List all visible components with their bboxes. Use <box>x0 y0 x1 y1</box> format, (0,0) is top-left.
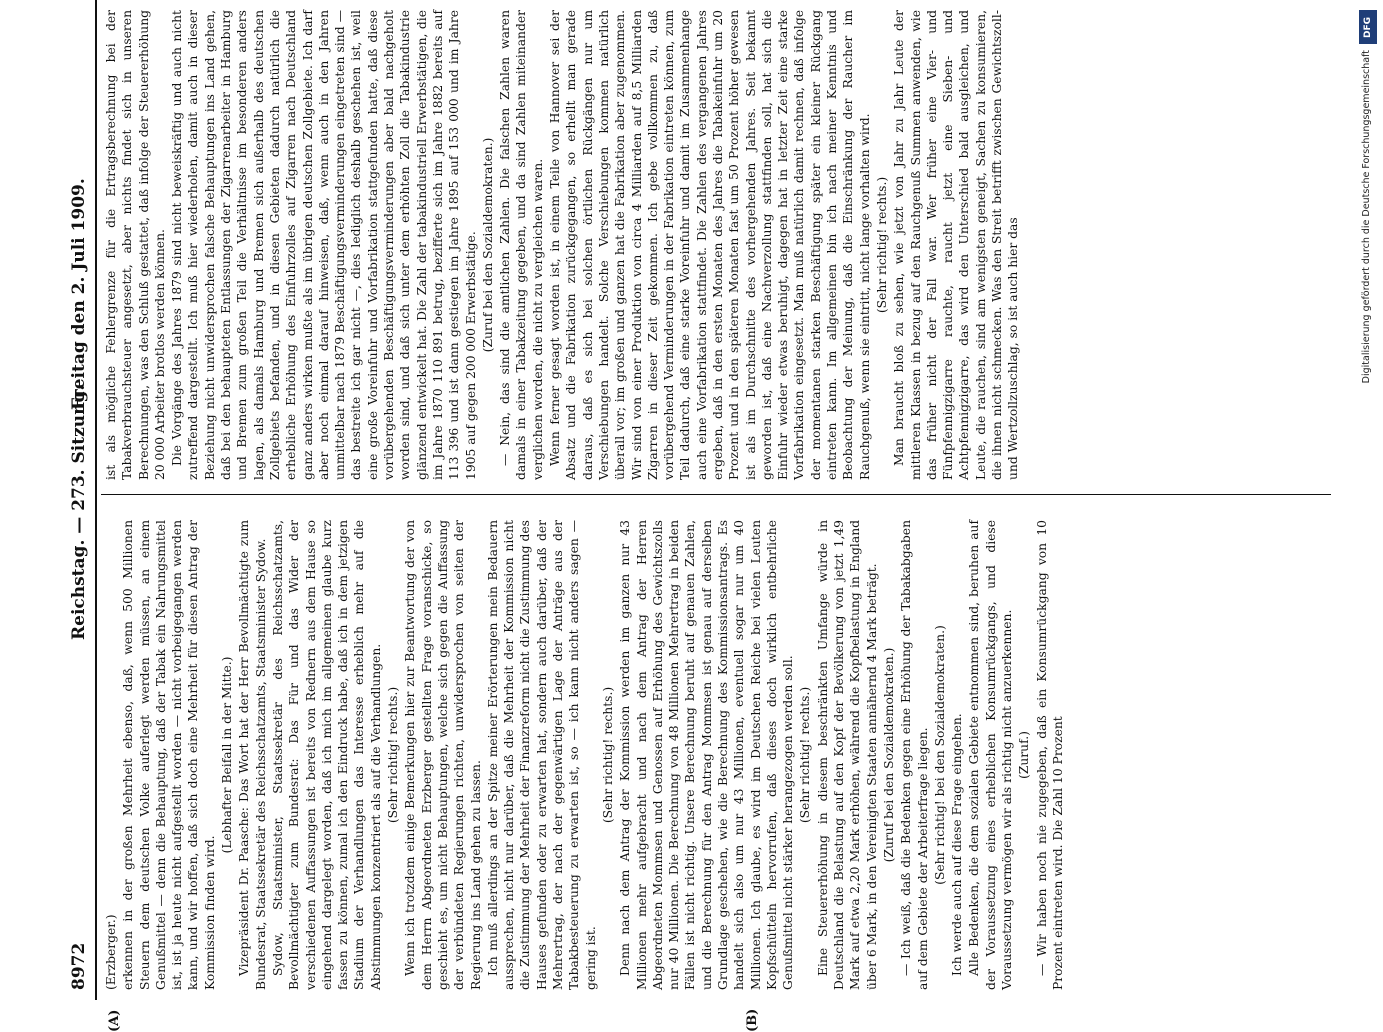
page-number: 8972 <box>69 942 89 990</box>
page-header <box>65 0 95 1000</box>
right-column-paragraph: Die Vorgänge des Jahres 1879 sind nicht beweiskräftig und auch nicht zutreffend dargestellt. Ich muß hier wiederholen, damit auch in dieser Beziehung nicht unwidersprochen falsche Behauptungen ins Land gehen, daß bei den behaupteten Entlassungen der Zigarrenarbeiter in Hamburg und Bremen zum großen Teil die Verhältnisse im besonderen anders lagen, als damals Hamburg und Bremen sich außerhalb des deutschen Zollgebiets befanden, und in diesen Gebieten dadurch natürlich die erhebliche Erhöhung des Einfuhrzolles auf Zigarren nach Deutschland ganz anders wirken mußte als im übrigen deutschen Zollgebiete. Ich darf aber noch einmal darauf hinweisen, daß, wenn auch in den Jahren unmittelbar nach 1879 Beschäftigungsverminderungen eingetreten sind — das bestreite ich gar nicht —, dies lediglich deshalb geschehen ist, weil eine große Voreinfuhr und Vorfabrikation stattgefunden hatte, daß diese vorübergehenden Beschäftigungsverminderungen aber bald nachgeholt worden sind, und daß sich unter dem erhöhten Zoll die Tabakindustrie glänzend entwickelt hat. Die Zahl der tabakindustriell Erwerbstätigen, die im Jahre 1870 110 891 betrug, bezifferte sich im Jahre 1882 bereits auf 113 396 und ist dann gestiegen im Jahre 1895 auf 153 000 und im Jahre 1905 auf gegen 200 000 Erwerbstätige. <box>170 10 478 480</box>
digitization-note: Digitalisierung gefördert durch die Deutsche Forschungsgemeinschaft <box>1361 50 1372 384</box>
margin-label-a: (A) <box>107 1009 122 1032</box>
left-column-paragraph: (Sehr richtig! rechts.) <box>600 686 615 824</box>
page-content <box>45 0 1335 1032</box>
left-column-paragraph: Wenn ich trotzdem einige Bemerkungen hier zur Beantwortung der von dem Herrn Abgeordneten Erzberger gestellten Frage voranschicke, so geschieht es, um nicht Behauptungen, welche sich gegen die Auffassung der verbündeten Regierungen richten, unwidersprochen von seiten der Regierung ins Land gehen zu lassen. <box>403 520 483 990</box>
left-column-paragraph: — Wir haben noch nie zugegeben, daß ein Konsumrückgang von 10 Prozent eintreten wird. Die Zahl 10 Prozent <box>1034 520 1065 990</box>
left-column-paragraph: (Erzberger.) <box>104 914 118 990</box>
right-column-paragraph: (Sehr richtig! rechts.) <box>874 176 889 314</box>
left-column-paragraph: Ich muß allerdings an der Spitze meiner Erörterungen mein Bedauern aussprechen, nicht nur darüber, daß die Mehrheit der Kommission nicht die Zustimmung der Mehrheit der Finanzreform nicht die Zustimmung des Hauses gefunden oder zu erwarten hat, sondern auch darüber, daß der Mehrertrag, der nach der gegenwärtigen Lage der Anträge aus der Tabakbesteuerung zu erwarten ist, so — ich kann nicht anders sagen — gering ist. <box>485 520 598 990</box>
left-column-paragraph: (Sehr richtig! rechts.) <box>386 686 401 824</box>
dfg-logo: DFG <box>1359 10 1377 44</box>
right-column-paragraph: Man braucht bloß zu sehen, wie jetzt von Jahr zu Jahr Leute der mittleren Klassen in bezug auf den Rauchgenuß Summen anwenden, wie das früher nicht der Fall war. Wer früher eine Vier- und Fünfpfennigzigarre rauchte, raucht jetzt eine Sieben- und Achtpfennigzigarre, das wird den Unterschied bald ausgleichen, und Leute, die rauchen, sind am wenigsten geneigt, Sachen zu konsumieren, die ihnen nicht schmecken. Was den Streit betrifft zwischen Gewichtszoll- und Wertzollzuschlag, so ist auch hier das <box>892 10 1021 480</box>
left-column-paragraph: (Zuruf.) <box>1017 731 1032 779</box>
left-column-paragraph: Alle Bedenken, die dem sozialen Gebiete entnommen sind, beruhen auf der Voraussetzung eines erheblichen Konsumrückgangs, und diese Voraussetzung vermögen wir als richtig nicht anzuerkennen. <box>967 520 1015 990</box>
left-column-paragraph: Vizepräsident Dr. Paasche: Das Wort hat der Herr Bevollmächtigte zum Bundesrat, Staatssekretär des Reichsschatzamts, Staatsminister Sydow. <box>237 520 268 990</box>
left-column-paragraph: (Sehr richtig! rechts.) <box>798 686 813 824</box>
right-column-paragraph: Wenn ferner gesagt worden ist, in einem Teile von Hannover sei der Absatz und die Fabrikation zurückgegangen, so erhellt man gerade daraus, daß es sich bei solchen örtlichen Rückgängen nur um Verschiebungen handelt. Solche Verschiebungen kommen natürlich überall vor; im großen und ganzen hat die Fabrikation aber zugenommen. Wir sind von einer Produktion von circa 4 Milliarden auf 8,5 Milliarden Zigarren in dieser Zeit gekommen. Ich gebe vollkommen zu, daß vorübergehend Verminderungen in der Fabrikation eintreten können, zum Teil dadurch, daß eine starke Voreinfuhr und damit im Zusammenhange auch eine Vorfabrikation stattfindet. Die Zahlen des vergangenen Jahres ergeben, daß in den ersten Monaten des Jahres die Tabakeinfuhr um 20 Prozent und in den späteren Monaten fast um 50 Prozent höher gewesen ist als im Durchschnitte des vorhergehenden Jahres. Seit bekannt geworden ist, daß eine Nachverzollung stattfinden soll, hat sich die Einfuhr wieder etwas beruhigt, dagegen hat in letzter Zeit eine starke Vorfabrikation eingesetzt. Man muß natürlich damit rechnen, daß infolge der momentanen starken Beschäftigung später ein kleiner Rückgang eintreten kann. Im allgemeinen bin ich nach meiner Kenntnis und Beobachtung der Meinung, daß die Einschränkung der Raucher im Rauchgenuß, wenn sie eintritt, nicht lange vorhalten wird. <box>548 10 872 480</box>
right-column-paragraph: ist als mögliche Fehlergrenze für die Ertragsberechnung bei der Tabakverbrauchsteuer angesetzt, aber nichts findet sich in unseren Berechnungen, was den Schluß gestattet, daß infolge der Steuererhöhung 20 000 Arbeiter brotlos werden können. <box>104 10 167 480</box>
left-column-paragraph: erkennen in der großen Mehrheit ebenso, daß, wenn 500 Millionen Steuern dem deutschen Volke auferlegt werden müssen, an einem Genußmittel — denn die Behauptung, daß der Tabak ein Nahrungsmittel ist, ist ja heute nicht aufgestellt worden — nicht vorbeigegangen werden kann, und wir hoffen, daß sich doch eine Mehrheit für diesen Antrag der Kommission finden wird. <box>121 520 217 990</box>
left-column-paragraph: (Sehr richtig! bei den Sozialdemokraten.) <box>932 625 947 885</box>
page-title: Reichstag. — 273. Sitzung. <box>69 384 89 640</box>
margin-label-b: (B) <box>745 1008 760 1032</box>
header-rule <box>95 0 97 1000</box>
right-column <box>103 10 1023 480</box>
left-column-paragraph: (Lebhafter Beifall in der Mitte.) <box>220 656 235 854</box>
left-column-paragraph: Eine Steuererhöhung in diesem beschränkten Umfange würde in Deutschland die Belastung auf den Kopf der Bevölkerung von jetzt 1,49 Mark auf etwa 2,20 Mark erhöhen, während die Kopfbelastung in England über 6 Mark, in den Vereinigten Staaten annähernd 4 Mark beträgt. <box>815 520 879 990</box>
page-date: Freitag den 2. Juli 1909. <box>69 178 89 410</box>
left-column <box>103 520 1067 990</box>
rotated-page <box>45 0 1345 1032</box>
right-column-paragraph: (Zuruf bei den Sozialdemokraten.) <box>480 137 495 353</box>
right-column-paragraph: — Nein, das sind die amtlichen Zahlen. Die falschen Zahlen waren damals in einer Tabakzeitung gegeben, und da sind Zahlen miteinander verglichen worden, die nicht zu vergleichen waren. <box>498 10 545 480</box>
digitization-sidebar <box>1359 10 1377 570</box>
column-divider <box>101 494 1331 495</box>
left-column-paragraph: Ich werde auch auf diese Frage eingehen. <box>950 713 965 976</box>
left-column-paragraph: — Ich weiß, daß die Bedenken gegen eine Erhöhung der Tabakabgaben auf dem Gebiete der Arbeiterfrage liegen. <box>899 520 930 990</box>
left-column-paragraph: (Zuruf bei den Sozialdemokraten.) <box>881 647 896 863</box>
left-column-paragraph: Sydow, Staatsminister, Staatssekretär des Reichsschatzamts, Bevollmächtigter zum Bundesrat: Das Für und das Wider der verschiedenen Auffassungen ist bereits von Rednern aus dem Hause so eingehend dargelegt worden, daß ich mich im allgemeinen glaube kurz fassen zu können, zumal ich den Eindruck habe, daß ich in dem jetzigen Stadium der Verhandlungen das Interesse erheblich mehr auf die Abstimmungen konzentriert als auf die Verhandlungen. <box>270 520 383 990</box>
left-column-paragraph: Denn nach dem Antrag der Kommission werden im ganzen nur 43 Millionen mehr aufgebracht und nach dem Antrag der Herren Abgeordneten Mommsen und Genossen auf Erhöhung des Gewichtszolls nur 40 Millionen. Die Berechnung von 48 Millionen Mehrertrag in beiden Fällen ist nicht richtig. Unsere Berechnung beruht auf genauen Zahlen, und die Berechnung für den Antrag Mommsen ist genau auf derselben Grundlage geschehen, wie die Berechnung des Kommissionsantrags. Es handelt sich also um nur 43 Millionen, eventuell sogar nur um 40 Millionen. Ich glaube, es wird im Deutschen Reiche bei vielen Leuten Kopfschütteln hervorrufen, daß dieses doch wirklich entbehrliche Genußmittel nicht stärker herangezogen werden soll. <box>618 520 796 990</box>
